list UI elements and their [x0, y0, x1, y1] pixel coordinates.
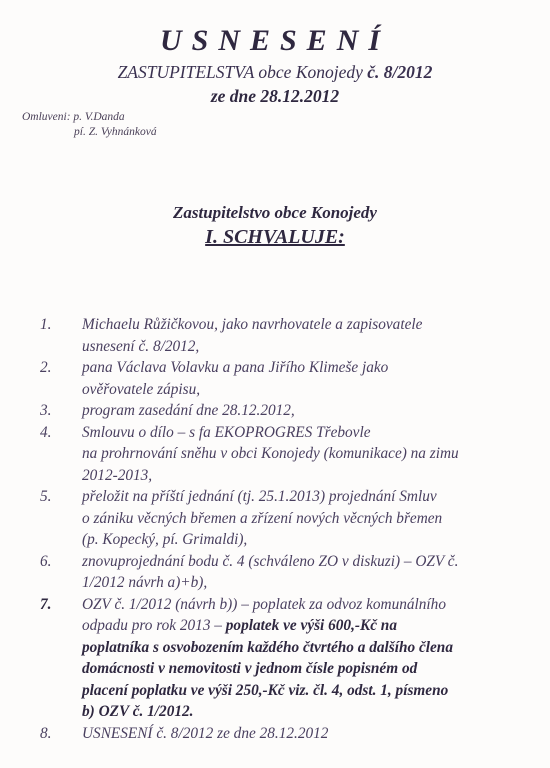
item-text	[82, 594, 540, 723]
item-number: 5.	[40, 488, 52, 505]
excused-members	[22, 110, 157, 140]
item-number: 4.	[40, 423, 52, 441]
list-item-1	[40, 314, 540, 357]
item-line: na prohrnování sněhu v obci Konojedy (komunikace) na zimu	[82, 445, 459, 462]
item-line: 1/2012 návrh a)+b),	[82, 574, 208, 591]
item-line: o zániku věcných břemen a zřízení nových věcných břemen	[82, 509, 443, 527]
item-text	[82, 400, 540, 422]
item-line: Michaelu Růžičkovou, jako navrhovatele a zapisovatele	[82, 316, 423, 333]
item-line: přeložit na příští jednání (tj. 25.1.2013) projednání Smluv	[82, 488, 437, 505]
item-line: pana Václava Volavku a pana Jiřího Klimeše jako	[82, 359, 389, 376]
item-line-bold: poplatníka s osvobozením každého čtvrtého a dalšího člena	[82, 638, 453, 656]
item-line: USNESENÍ č. 8/2012 ze dne 28.12.2012	[82, 724, 329, 742]
item-line: znovuprojednání bodu č. 4 (schváleno ZO v diskuzi) – OZV č.	[82, 552, 459, 570]
item-line: program zasedání dne 28.12.2012,	[82, 402, 295, 419]
list-item-4	[40, 422, 540, 487]
item-line: (p. Kopecký, pí. Grimaldi),	[82, 531, 248, 548]
list-item-3	[40, 400, 540, 422]
item-number: 3.	[40, 402, 52, 419]
list-item-2	[40, 357, 540, 400]
item-text	[82, 357, 540, 400]
item-line: usnesení č. 8/2012,	[82, 337, 200, 355]
item-number: 7.	[40, 595, 52, 613]
item-text	[82, 723, 540, 745]
item-line: OZV č. 1/2012 (návrh b)) – poplatek za odvoz komunálního	[82, 595, 446, 613]
resolution-list	[40, 314, 540, 744]
excused-line-2: pí. Z. Vyhnánková	[74, 126, 157, 138]
item-line-bold: b) OZV č. 1/2012.	[82, 703, 194, 720]
document-title: USNESENÍ	[159, 24, 391, 57]
item-line-bold: poplatek ve výši 600,-Kč na	[225, 617, 397, 634]
resolution-number: č. 8/2012	[367, 62, 433, 82]
item-number: 6.	[40, 552, 52, 570]
item-line-bold: placení poplatku ve výši 250,-Kč viz. čl. 4, odst. 1, písmeno	[82, 681, 449, 699]
list-item-6	[40, 551, 540, 594]
item-line: Smlouvu o dílo – s fa EKOPROGRES Třebovle	[82, 423, 371, 441]
subtitle-text: ZASTUPITELSTVA obce Konojedy	[117, 62, 368, 82]
item-text	[82, 422, 540, 487]
list-item-7	[40, 594, 540, 723]
item-number: 1.	[40, 316, 52, 333]
item-line-plain: odpadu pro rok 2013 –	[82, 617, 226, 634]
list-item-8	[40, 723, 540, 745]
list-item-5	[40, 486, 540, 551]
item-line: ověřovatele zápisu,	[82, 380, 201, 398]
item-line: 2012-2013,	[82, 466, 153, 484]
item-text	[82, 551, 540, 594]
item-text	[82, 314, 540, 357]
excused-line-1: Omluveni: p. V.Danda	[22, 111, 125, 123]
council-heading: Zastupitelstvo obce Konojedy	[173, 203, 377, 222]
document-subtitle	[0, 62, 550, 83]
item-line	[82, 615, 540, 637]
item-number: 8.	[40, 724, 52, 742]
item-text	[82, 486, 540, 551]
item-line-bold: domácnosti v nemovitosti v jednom čísle popisném od	[82, 660, 418, 677]
approves-heading: I. SCHVALUJE:	[205, 226, 345, 248]
meeting-date: ze dne 28.12.2012	[210, 86, 340, 106]
item-number: 2.	[40, 359, 52, 376]
